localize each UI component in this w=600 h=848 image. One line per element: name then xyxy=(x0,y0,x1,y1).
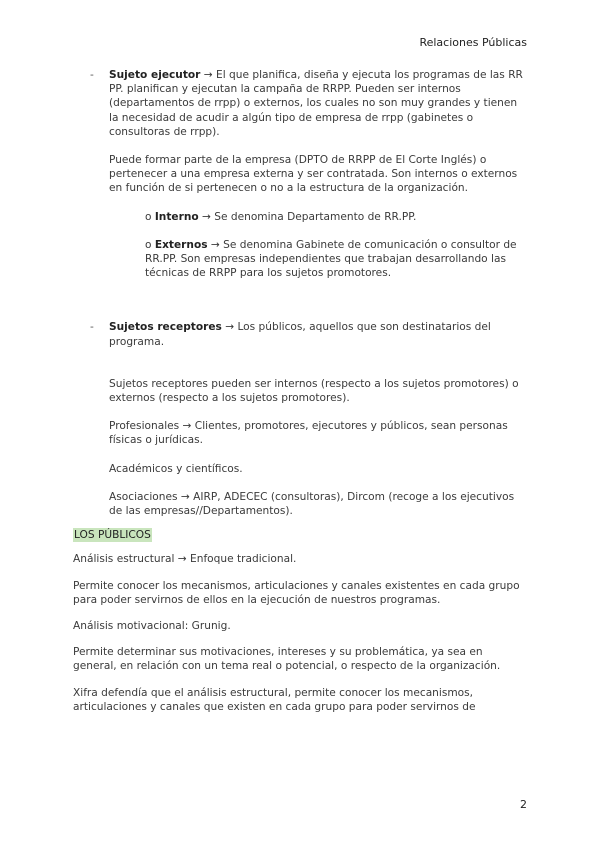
term-sujeto-ejecutor: Sujeto ejecutor xyxy=(109,69,201,81)
term-externos: Externos xyxy=(154,238,208,251)
paragraph-analisis-motivacional: Análisis motivacional: Grunig. xyxy=(73,620,231,633)
term-interno: Interno xyxy=(154,210,199,223)
paragraph-receptores-internos: Sujetos receptores pueden ser internos (respecto a los sujetos promotores) o externos (respecto a los sujetos promotores). xyxy=(109,377,519,405)
sub-bullet-interno xyxy=(73,210,528,224)
paragraph-academicos: Académicos y científicos. xyxy=(109,462,243,475)
section-heading xyxy=(73,528,528,542)
paragraph-empresa: Puede formar parte de la empresa (DPTO de RRPP de El Corte Inglés) o pertenecer a una empresa externa y ser contratada. Son internos o externos en función de si pertenecen o no a la estructura de la organización. xyxy=(109,154,518,195)
definition-sujetos-receptores: → Los públicos, aquellos que son destinatarios del programa. xyxy=(109,321,491,348)
definition-externos: → Se denomina Gabinete de comunicación o consultor de RR.PP. Son empresas independientes que trabajan desarrollando las técnicas de RRPP para los sujetos promotores. xyxy=(145,238,517,280)
page-number: 2 xyxy=(520,798,527,811)
sub-bullet-marker: o xyxy=(145,210,155,223)
definition-sujeto-ejecutor: → El que planifica, diseña y ejecuta los programas de las RR PP. planifican y ejecutan la campaña de RRPP. Pueden ser internos (departamentos de rrpp) o externos, los cuales no son muy grandes y tienen la necesidad de acudir a algún tipo de empresa de rrpp (gabinetes o consultoras de rrpp). xyxy=(109,69,523,138)
bullet-dash: - xyxy=(90,69,94,81)
paragraph-profesionales: Profesionales → Clientes, promotores, ejecutores y públicos, sean personas físicas o jurídicas. xyxy=(109,420,508,447)
paragraph-xifra: Xifra defendía que el análisis estructural, permite conocer los mecanismos, articulaciones y canales que existen en cada grupo para poder servirnos de xyxy=(73,686,476,713)
definition-interno: → Se denomina Departamento de RR.PP. xyxy=(198,210,417,223)
sub-bullet-externos xyxy=(73,238,528,281)
paragraph-mecanismos: Permite conocer los mecanismos, articulaciones y canales existentes en cada grupo para poder servirnos de ellos en la ejecución de nuestros programas. xyxy=(73,579,520,606)
paragraph-analisis-estructural: Análisis estructural → Enfoque tradicional. xyxy=(73,553,297,566)
term-sujetos-receptores: Sujetos receptores xyxy=(109,321,222,334)
paragraph-motivaciones: Permite determinar sus motivaciones, intereses y su problemática, ya sea en general, en relación con un tema real o potencial, o respecto de la organización. xyxy=(73,646,501,673)
document-body xyxy=(73,68,528,714)
bullet-sujetos-receptores xyxy=(73,320,528,348)
heading-los-publicos: LOS PÚBLICOS xyxy=(74,529,151,542)
page-header-title: Relaciones Públicas xyxy=(419,36,527,49)
bullet-sujeto-ejecutor xyxy=(73,68,528,139)
bullet-dash: - xyxy=(90,321,94,334)
paragraph-asociaciones: Asociaciones → AIRP, ADECEC (consultoras), Dircom (recoge a los ejecutivos de las empresas//Departamentos). xyxy=(109,490,515,518)
sub-bullet-marker: o xyxy=(145,238,155,251)
